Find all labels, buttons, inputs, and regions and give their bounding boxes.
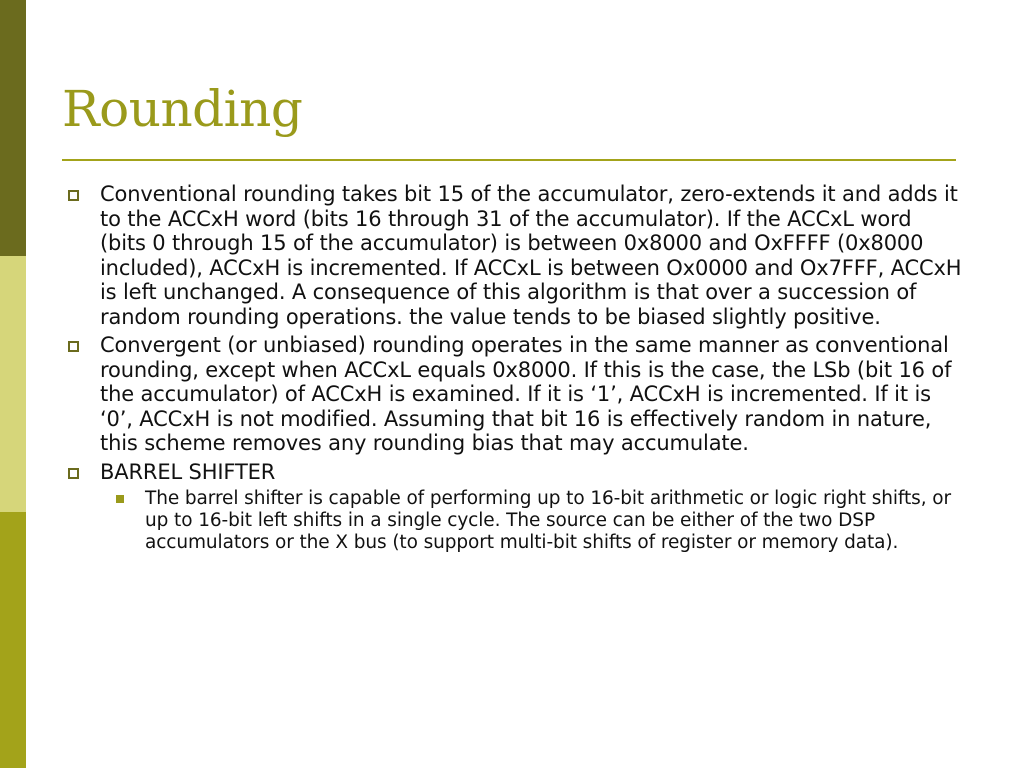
title-underline [62, 159, 956, 161]
sub-bullet-text: The barrel shifter is capable of performing up to 16-bit arithmetic or logic right shifts, or up to 16-bit left shifts in a single cycle. The source can be either of the two DSP accumulators or the X bus (to support multi-bit shifts of register or memory data). [145, 488, 951, 553]
bullet-text: Convergent (or unbiased) rounding operates in the same manner as conventional rounding, except when ACCxL equals 0x8000. If this is the case, the LSb (bit 16 of the accumulator) of ACCxH is examined. If it is ‘1’, ACCxH is incremented. If it is ‘0’, ACCxH is not modified. Assuming that bit 16 is effectively random in nature, this scheme removes any rounding bias that may accumulate. [100, 333, 952, 455]
filled-square-bullet-icon [116, 495, 124, 503]
hollow-square-bullet-icon [68, 190, 79, 201]
bullet-text: Conventional rounding takes bit 15 of the accumulator, zero-extends it and adds it to the ACCxH word (bits 16 through 31 of the accumulator). If the ACCxL word (bits 0 through 15 of the accumulator) is between 0x8000 and OxFFFF (0x8000 included), ACCxH is incremented. If ACCxL is between Ox0000 and Ox7FFF, ACCxH is left unchanged. A consequence of this algorithm is that over a succession of random rounding operations. the value tends to be biased slightly positive. [100, 182, 962, 329]
bullet-conventional-rounding [62, 182, 962, 329]
slide-content [62, 182, 962, 554]
side-bar-bottom-segment [0, 512, 26, 768]
side-bar-top-segment [0, 0, 26, 256]
bullet-barrel-shifter [62, 460, 962, 485]
side-bar-middle-segment [0, 256, 26, 512]
sub-bullet-list [100, 488, 962, 554]
slide-title: Rounding [62, 80, 303, 138]
bullet-convergent-rounding [62, 333, 962, 456]
bullet-text: BARREL SHIFTER [100, 459, 276, 484]
hollow-square-bullet-icon [68, 468, 79, 479]
sub-bullet-barrel-shifter-description [100, 488, 962, 554]
hollow-square-bullet-icon [68, 341, 79, 352]
